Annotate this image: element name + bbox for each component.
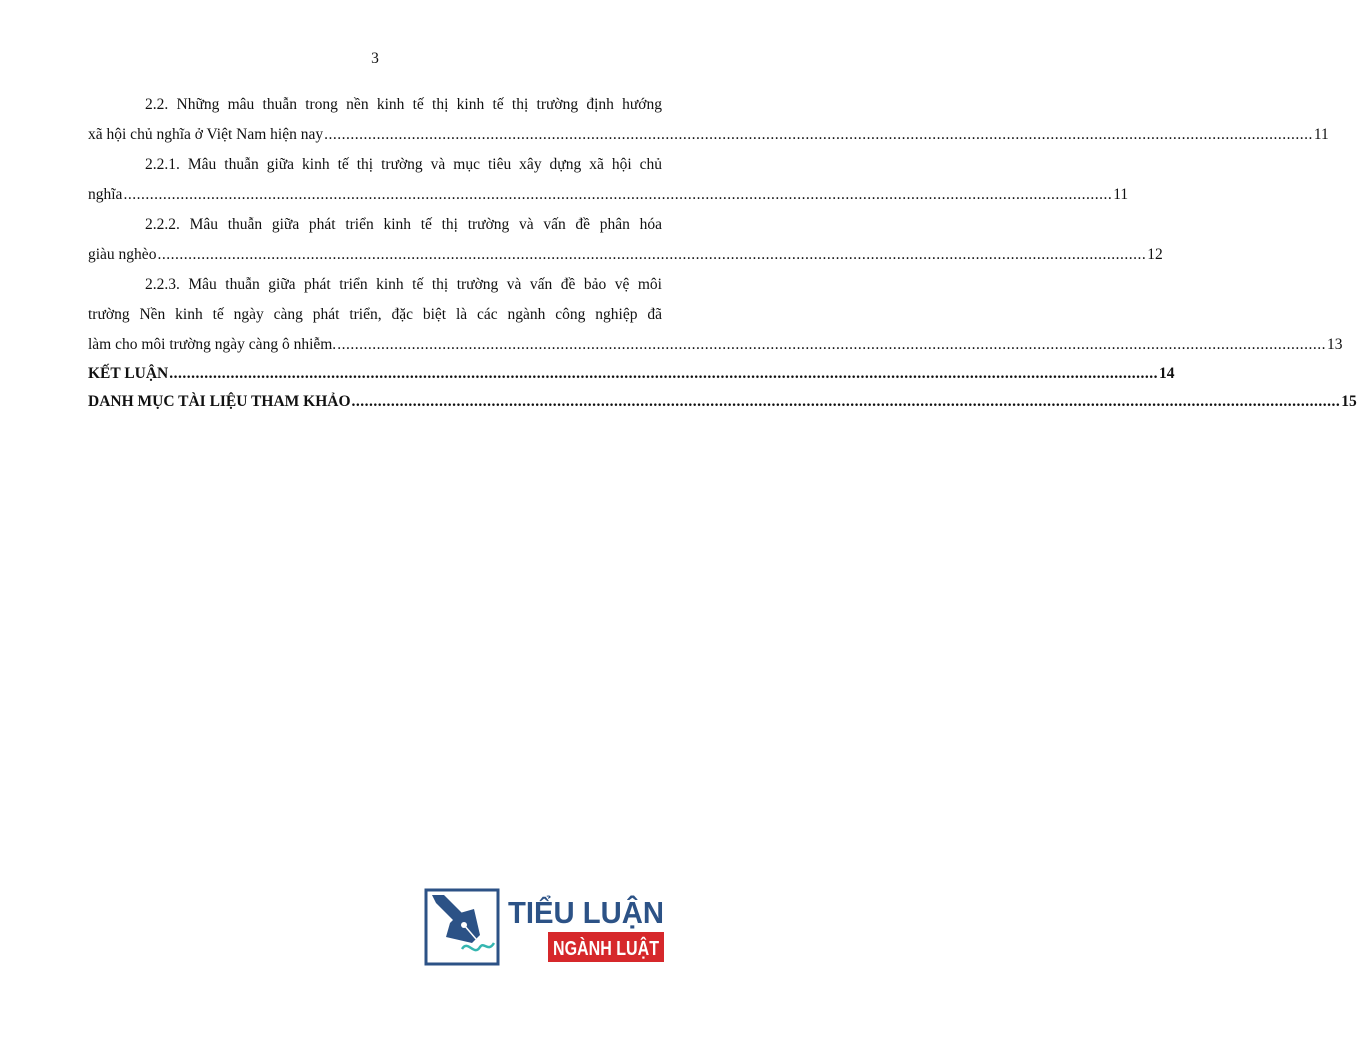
- toc-entry-text: xã hội chủ nghĩa ở Việt Nam hiện nay: [88, 126, 324, 143]
- toc-entry-conclusion: [88, 360, 1175, 388]
- toc-entry-2-2-3: [88, 270, 1343, 360]
- toc-leader-dots: [123, 180, 1112, 210]
- toc-leader-dots: [324, 120, 1313, 150]
- logo: [424, 887, 686, 967]
- toc-leader-dots: [157, 240, 1146, 270]
- toc-entry-text: 2.2. Những mâu thuẫn trong nền kinh tế thị kinh tế thị trường định hướng: [145, 96, 662, 113]
- toc-leader-dots: [352, 388, 1341, 416]
- toc-page-number: 14: [1159, 365, 1175, 382]
- toc-page-number: 13: [1326, 336, 1343, 353]
- toc-entry-2-2: [88, 90, 1329, 150]
- toc-entry-text: nghĩa: [88, 186, 123, 203]
- toc-page-number: 15: [1341, 393, 1357, 410]
- toc-leader-dots: [169, 360, 1158, 388]
- page-number: 3: [371, 50, 379, 67]
- toc-leader-dots: [337, 330, 1326, 360]
- toc-entry-text: giàu nghèo: [88, 246, 157, 263]
- logo-subtitle: NGÀNH LUẬT: [553, 938, 686, 960]
- toc-entry-text: trường Nền kinh tế ngày càng phát triển, đặc biệt là các ngành công nghiệp đã: [88, 306, 662, 323]
- toc-page-number: 11: [1113, 186, 1129, 203]
- toc-entry-text: 2.2.2. Mâu thuẫn giữa phát triển kinh tế thị trường và vấn đề phân hóa: [145, 216, 662, 233]
- table-of-contents: [88, 90, 1357, 416]
- logo-title: TIỂU LUẬN: [508, 895, 674, 930]
- toc-page-number: 12: [1147, 246, 1163, 263]
- toc-entry-text: DANH MỤC TÀI LIỆU THAM KHẢO: [88, 393, 351, 410]
- toc-entry-text: KẾT LUẬN: [88, 365, 169, 382]
- toc-entry-text: làm cho môi trường ngày càng ô nhiễm.: [88, 336, 337, 353]
- toc-entry-references: [88, 388, 1357, 416]
- pen-nib-icon: [432, 895, 480, 943]
- toc-entry-text: 2.2.3. Mâu thuẫn giữa phát triển kinh tế thị trường và vấn đề bảo vệ môi: [145, 276, 662, 293]
- ink-swirl: [462, 943, 494, 950]
- toc-entry-2-2-1: [88, 150, 1129, 210]
- toc-entry-text: 2.2.1. Mâu thuẫn giữa kinh tế thị trường và mục tiêu xây dựng xã hội chủ: [145, 156, 662, 173]
- toc-page-number: 11: [1313, 126, 1329, 143]
- toc-entry-2-2-2: [88, 210, 1163, 270]
